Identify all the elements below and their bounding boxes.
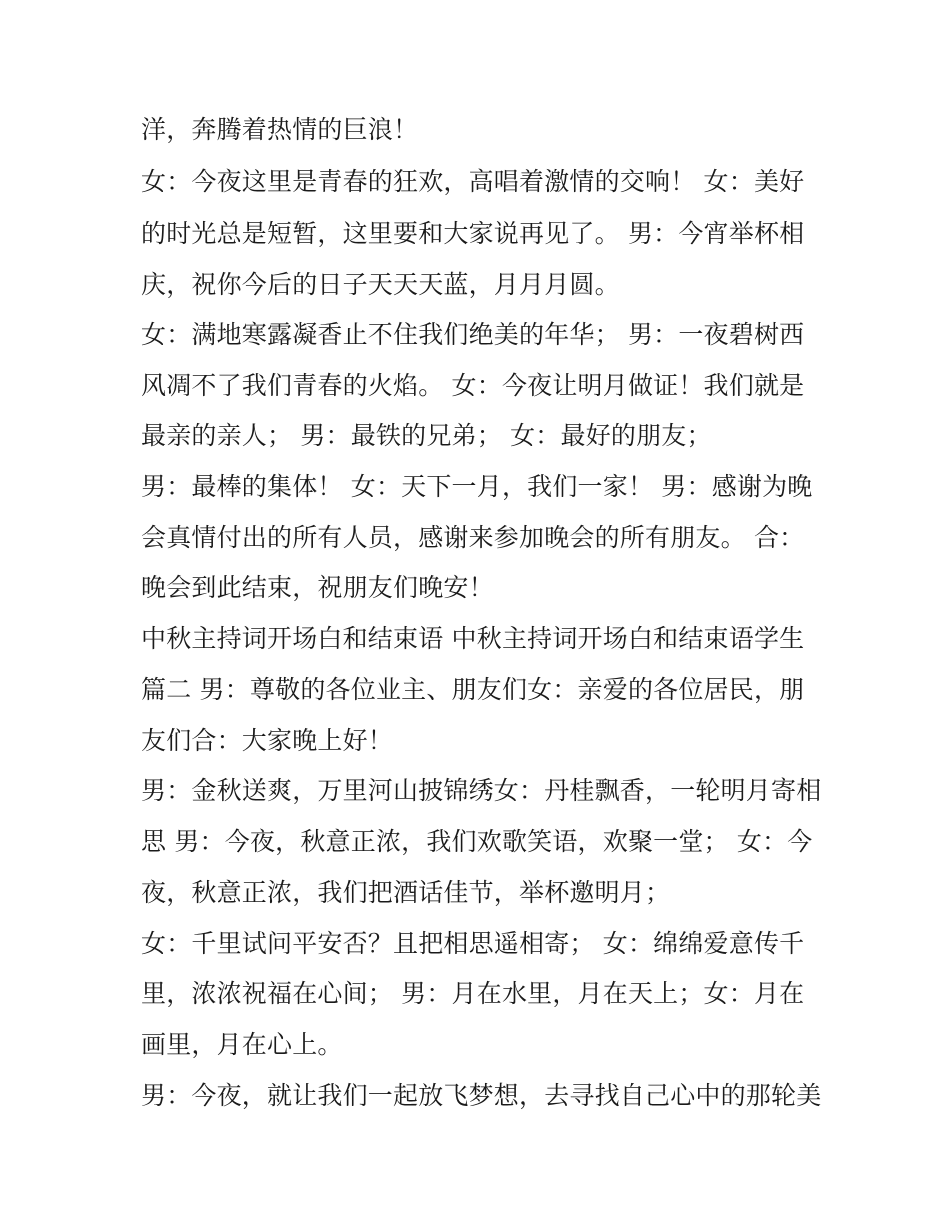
text-line: 男：金秋送爽，万里河山披锦绣女：丹桂飘香，一轮明月寄相 — [141, 776, 822, 805]
text-line: 风凋不了我们青春的火焰。 女：今夜让明月做证！我们就是 — [141, 371, 805, 400]
text-line: 女：今夜这里是青春的狂欢，高唱着激情的交响！ 女：美好 — [141, 167, 805, 196]
text-line: 思 男：今夜，秋意正浓，我们欢歌笑语，欢聚一堂； 女：今 — [141, 827, 813, 856]
text-line: 会真情付出的所有人员，感谢来参加晚会的所有朋友。 合： — [141, 523, 805, 552]
text-line: 庆，祝你今后的日子天天天蓝，月月月圆。 — [141, 270, 620, 299]
text-line: 最亲的亲人； 男：最铁的兄弟； 女：最好的朋友； — [141, 421, 712, 450]
text-line: 的时光总是短暂，这里要和大家说再见了。 男：今宵举杯相 — [141, 219, 805, 248]
text-line: 友们合：大家晚上好！ — [141, 726, 394, 755]
text-line: 夜，秋意正浓，我们把酒话佳节，举杯邀明月； — [141, 878, 671, 907]
text-line: 女：千里试问平安否？且把相思遥相寄； 女：绵绵爱意传千 — [141, 929, 805, 958]
text-line: 女：满地寒露凝香止不住我们绝美的年华； 男：一夜碧树西 — [141, 320, 805, 349]
text-line: 画里，月在心上。 — [141, 1030, 343, 1059]
text-line: 洋，奔腾着热情的巨浪！ — [141, 115, 419, 144]
text-line: 男：最棒的集体！ 女：天下一月，我们一家！ 男：感谢为晚 — [141, 472, 813, 501]
text-line: 男：今夜，就让我们一起放飞梦想，去寻找自己心中的那轮美 — [141, 1081, 822, 1110]
text-line: 中秋主持词开场白和结束语 中秋主持词开场白和结束语学生 — [141, 624, 805, 653]
text-line: 篇二 男：尊敬的各位业主、朋友们女：亲爱的各位居民，朋 — [141, 675, 805, 704]
text-line: 里，浓浓祝福在心间； 男：月在水里，月在天上；女：月在 — [141, 979, 805, 1008]
text-line: 晚会到此结束，祝朋友们晚安！ — [141, 573, 494, 602]
